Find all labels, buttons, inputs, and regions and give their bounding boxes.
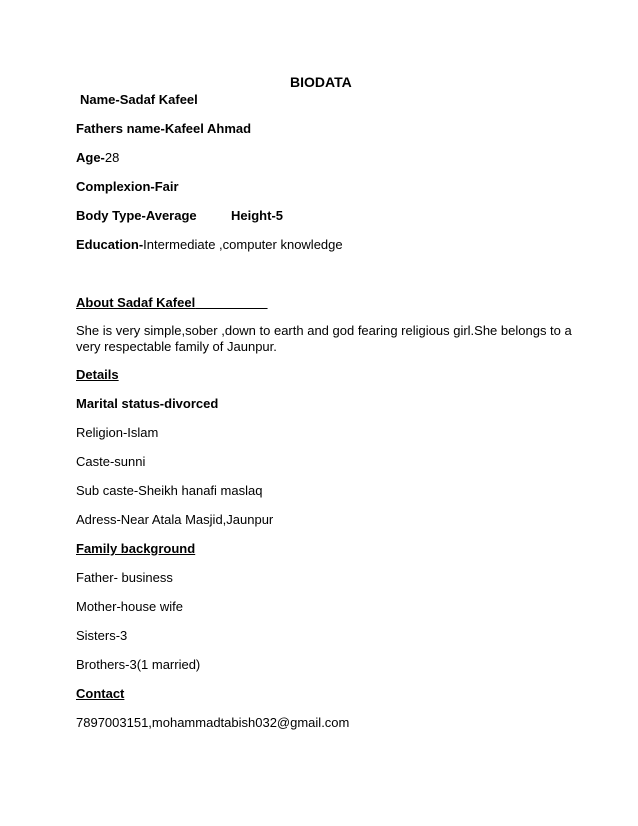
about-heading-rule: __________ — [195, 295, 268, 310]
family-heading: Family background — [76, 541, 196, 556]
contact-value: 7897003151,mohammadtabish032@gmail.com — [76, 715, 350, 730]
age-label: Age- — [76, 150, 105, 165]
details-heading: Details — [76, 367, 119, 382]
page-title: BIODATA — [290, 74, 352, 90]
about-heading-text: About Sadaf Kafeel — [76, 295, 196, 310]
mother-occupation-line: Mother-house wife — [76, 599, 183, 614]
about-paragraph: She is very simple,sober ,down to earth and god fearing religious girl.She belongs to a very respectable family of Jaunpur. — [76, 323, 572, 354]
caste-line: Caste-sunni — [76, 454, 146, 469]
brothers-line: Brothers-3(1 married) — [76, 657, 201, 672]
sisters-line: Sisters-3 — [76, 628, 128, 643]
age-line — [76, 150, 119, 166]
religion-line: Religion-Islam — [76, 425, 159, 440]
marital-status-line: Marital status-divorced — [76, 396, 219, 411]
age-value: 28 — [104, 150, 120, 165]
subcaste-line: Sub caste-Sheikh hanafi maslaq — [76, 483, 263, 498]
name-line: Name-Sadaf Kafeel — [80, 92, 198, 107]
education-label: Education- — [76, 237, 144, 252]
father-occupation-line: Father- business — [76, 570, 173, 585]
about-heading — [76, 295, 268, 311]
education-line — [76, 237, 343, 253]
address-line: Adress-Near Atala Masjid,Jaunpur — [76, 512, 274, 527]
height-line: Height-5 — [231, 208, 283, 223]
education-value: Intermediate ,computer knowledge — [143, 237, 343, 252]
father-name-line: Fathers name-Kafeel Ahmad — [76, 121, 252, 136]
body-type-line: Body Type-Average — [76, 208, 197, 223]
complexion-line: Complexion-Fair — [76, 179, 179, 194]
contact-heading: Contact — [76, 686, 125, 701]
